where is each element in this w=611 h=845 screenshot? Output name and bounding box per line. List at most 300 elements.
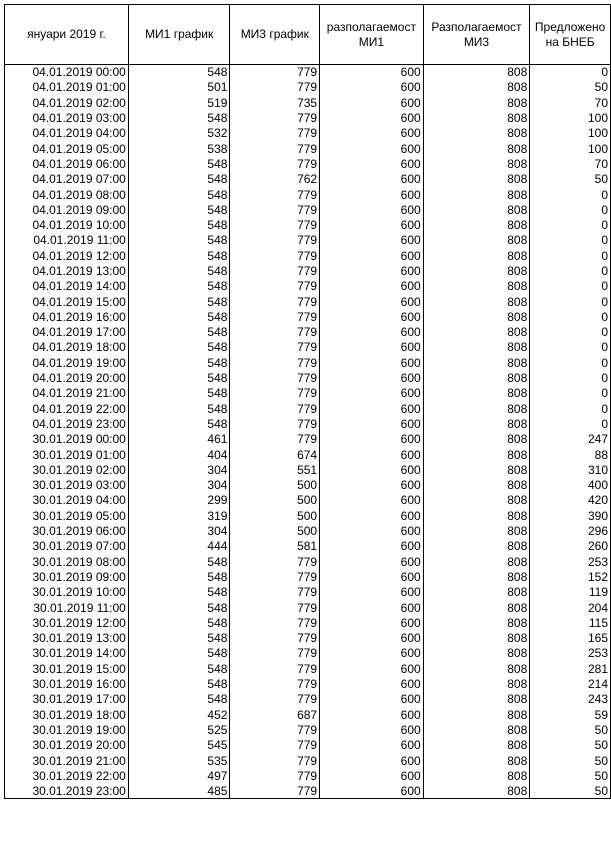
cell-mi1-schedule: 548 bbox=[128, 172, 230, 187]
table-row bbox=[5, 156, 611, 171]
table-row bbox=[5, 692, 611, 707]
table-row bbox=[5, 263, 611, 278]
table-row bbox=[5, 370, 611, 385]
cell-mi1-availability: 600 bbox=[320, 325, 424, 340]
cell-datetime: 30.01.2019 20:00 bbox=[5, 738, 129, 753]
cell-datetime: 04.01.2019 18:00 bbox=[5, 340, 129, 355]
cell-mi1-availability: 600 bbox=[320, 80, 424, 95]
cell-mi3-availability: 808 bbox=[423, 309, 530, 324]
cell-offered-ibex: 0 bbox=[530, 355, 611, 370]
cell-mi3-schedule: 779 bbox=[230, 615, 320, 630]
cell-mi3-schedule: 779 bbox=[230, 263, 320, 278]
cell-mi3-availability: 808 bbox=[423, 156, 530, 171]
cell-mi3-availability: 808 bbox=[423, 600, 530, 615]
header-mi1-schedule: МИ1 график bbox=[128, 5, 230, 65]
cell-mi1-availability: 600 bbox=[320, 722, 424, 737]
cell-offered-ibex: 88 bbox=[530, 447, 611, 462]
table-row bbox=[5, 294, 611, 309]
cell-mi1-schedule: 548 bbox=[128, 340, 230, 355]
cell-mi1-availability: 600 bbox=[320, 141, 424, 156]
cell-offered-ibex: 214 bbox=[530, 676, 611, 691]
cell-mi1-schedule: 548 bbox=[128, 615, 230, 630]
cell-mi3-schedule: 779 bbox=[230, 554, 320, 569]
cell-offered-ibex: 390 bbox=[530, 508, 611, 523]
cell-offered-ibex: 0 bbox=[530, 370, 611, 385]
cell-datetime: 30.01.2019 17:00 bbox=[5, 692, 129, 707]
cell-mi3-schedule: 779 bbox=[230, 585, 320, 600]
cell-mi3-schedule: 779 bbox=[230, 202, 320, 217]
cell-mi3-schedule: 779 bbox=[230, 416, 320, 431]
cell-offered-ibex: 0 bbox=[530, 279, 611, 294]
schedule-table bbox=[4, 4, 611, 799]
cell-mi3-schedule: 779 bbox=[230, 187, 320, 202]
cell-mi1-schedule: 548 bbox=[128, 217, 230, 232]
cell-mi1-schedule: 299 bbox=[128, 493, 230, 508]
cell-mi3-schedule: 779 bbox=[230, 141, 320, 156]
cell-mi1-schedule: 548 bbox=[128, 309, 230, 324]
table-row bbox=[5, 661, 611, 676]
cell-offered-ibex: 204 bbox=[530, 600, 611, 615]
cell-offered-ibex: 100 bbox=[530, 141, 611, 156]
table-row bbox=[5, 401, 611, 416]
cell-mi3-availability: 808 bbox=[423, 646, 530, 661]
cell-mi1-schedule: 304 bbox=[128, 478, 230, 493]
cell-mi3-availability: 808 bbox=[423, 172, 530, 187]
cell-mi1-availability: 600 bbox=[320, 263, 424, 278]
cell-datetime: 04.01.2019 03:00 bbox=[5, 110, 129, 125]
cell-mi3-availability: 808 bbox=[423, 325, 530, 340]
cell-mi3-availability: 808 bbox=[423, 783, 530, 798]
table-row bbox=[5, 279, 611, 294]
cell-mi1-availability: 600 bbox=[320, 340, 424, 355]
cell-datetime: 04.01.2019 00:00 bbox=[5, 65, 129, 80]
cell-offered-ibex: 50 bbox=[530, 172, 611, 187]
table-row bbox=[5, 95, 611, 110]
cell-offered-ibex: 253 bbox=[530, 646, 611, 661]
cell-mi3-schedule: 762 bbox=[230, 172, 320, 187]
cell-mi1-schedule: 548 bbox=[128, 156, 230, 171]
table-row bbox=[5, 110, 611, 125]
cell-offered-ibex: 0 bbox=[530, 340, 611, 355]
cell-offered-ibex: 0 bbox=[530, 263, 611, 278]
cell-mi1-availability: 600 bbox=[320, 569, 424, 584]
cell-mi3-schedule: 779 bbox=[230, 340, 320, 355]
cell-mi1-schedule: 548 bbox=[128, 110, 230, 125]
cell-mi1-availability: 600 bbox=[320, 738, 424, 753]
cell-mi3-availability: 808 bbox=[423, 630, 530, 645]
cell-mi1-availability: 600 bbox=[320, 783, 424, 798]
table-row bbox=[5, 722, 611, 737]
cell-mi1-availability: 600 bbox=[320, 95, 424, 110]
cell-datetime: 30.01.2019 07:00 bbox=[5, 539, 129, 554]
table-row bbox=[5, 172, 611, 187]
cell-offered-ibex: 0 bbox=[530, 233, 611, 248]
cell-mi1-availability: 600 bbox=[320, 156, 424, 171]
table-row bbox=[5, 615, 611, 630]
cell-mi3-schedule: 551 bbox=[230, 462, 320, 477]
table-row bbox=[5, 630, 611, 645]
table-row bbox=[5, 309, 611, 324]
cell-mi1-availability: 600 bbox=[320, 692, 424, 707]
cell-mi3-availability: 808 bbox=[423, 248, 530, 263]
cell-mi3-schedule: 779 bbox=[230, 783, 320, 798]
cell-datetime: 04.01.2019 20:00 bbox=[5, 370, 129, 385]
cell-mi1-availability: 600 bbox=[320, 432, 424, 447]
cell-mi1-availability: 600 bbox=[320, 202, 424, 217]
cell-mi1-schedule: 452 bbox=[128, 707, 230, 722]
cell-datetime: 04.01.2019 21:00 bbox=[5, 386, 129, 401]
cell-mi1-schedule: 548 bbox=[128, 202, 230, 217]
cell-mi1-availability: 600 bbox=[320, 416, 424, 431]
cell-mi1-schedule: 548 bbox=[128, 600, 230, 615]
table-row bbox=[5, 80, 611, 95]
cell-offered-ibex: 50 bbox=[530, 753, 611, 768]
cell-mi1-availability: 600 bbox=[320, 386, 424, 401]
cell-datetime: 30.01.2019 22:00 bbox=[5, 768, 129, 783]
table-row bbox=[5, 646, 611, 661]
table-header bbox=[5, 5, 611, 65]
cell-mi1-schedule: 535 bbox=[128, 753, 230, 768]
cell-mi1-schedule: 548 bbox=[128, 401, 230, 416]
cell-datetime: 04.01.2019 02:00 bbox=[5, 95, 129, 110]
cell-mi3-availability: 808 bbox=[423, 416, 530, 431]
cell-datetime: 30.01.2019 23:00 bbox=[5, 783, 129, 798]
cell-datetime: 04.01.2019 11:00 bbox=[5, 233, 129, 248]
cell-mi3-availability: 808 bbox=[423, 478, 530, 493]
cell-mi1-availability: 600 bbox=[320, 187, 424, 202]
cell-datetime: 04.01.2019 13:00 bbox=[5, 263, 129, 278]
header-row bbox=[5, 5, 611, 65]
cell-mi3-schedule: 500 bbox=[230, 508, 320, 523]
cell-mi1-availability: 600 bbox=[320, 233, 424, 248]
cell-mi1-availability: 600 bbox=[320, 294, 424, 309]
cell-offered-ibex: 50 bbox=[530, 783, 611, 798]
cell-mi3-schedule: 779 bbox=[230, 126, 320, 141]
cell-datetime: 30.01.2019 02:00 bbox=[5, 462, 129, 477]
cell-mi3-schedule: 779 bbox=[230, 370, 320, 385]
cell-offered-ibex: 50 bbox=[530, 738, 611, 753]
cell-mi1-schedule: 497 bbox=[128, 768, 230, 783]
cell-mi3-availability: 808 bbox=[423, 676, 530, 691]
cell-mi1-availability: 600 bbox=[320, 600, 424, 615]
cell-mi3-schedule: 500 bbox=[230, 493, 320, 508]
cell-mi3-availability: 808 bbox=[423, 585, 530, 600]
cell-offered-ibex: 0 bbox=[530, 309, 611, 324]
table-row bbox=[5, 432, 611, 447]
cell-datetime: 30.01.2019 15:00 bbox=[5, 661, 129, 676]
cell-mi3-availability: 808 bbox=[423, 233, 530, 248]
cell-datetime: 04.01.2019 10:00 bbox=[5, 217, 129, 232]
cell-datetime: 30.01.2019 10:00 bbox=[5, 585, 129, 600]
cell-offered-ibex: 50 bbox=[530, 80, 611, 95]
cell-mi3-schedule: 779 bbox=[230, 233, 320, 248]
cell-mi3-availability: 808 bbox=[423, 661, 530, 676]
cell-mi1-availability: 600 bbox=[320, 585, 424, 600]
cell-datetime: 30.01.2019 09:00 bbox=[5, 569, 129, 584]
cell-mi1-availability: 600 bbox=[320, 493, 424, 508]
table-row bbox=[5, 676, 611, 691]
cell-datetime: 04.01.2019 15:00 bbox=[5, 294, 129, 309]
cell-mi1-availability: 600 bbox=[320, 615, 424, 630]
cell-mi1-availability: 600 bbox=[320, 768, 424, 783]
cell-mi1-schedule: 548 bbox=[128, 355, 230, 370]
cell-datetime: 30.01.2019 00:00 bbox=[5, 432, 129, 447]
cell-mi3-schedule: 779 bbox=[230, 630, 320, 645]
cell-mi3-availability: 808 bbox=[423, 722, 530, 737]
table-row bbox=[5, 508, 611, 523]
cell-offered-ibex: 152 bbox=[530, 569, 611, 584]
cell-mi3-availability: 808 bbox=[423, 202, 530, 217]
cell-mi3-availability: 808 bbox=[423, 340, 530, 355]
cell-mi3-availability: 808 bbox=[423, 493, 530, 508]
cell-offered-ibex: 0 bbox=[530, 248, 611, 263]
cell-mi3-schedule: 779 bbox=[230, 646, 320, 661]
cell-mi3-schedule: 779 bbox=[230, 386, 320, 401]
cell-mi1-availability: 600 bbox=[320, 370, 424, 385]
cell-mi3-schedule: 779 bbox=[230, 279, 320, 294]
cell-mi1-availability: 600 bbox=[320, 661, 424, 676]
cell-datetime: 30.01.2019 12:00 bbox=[5, 615, 129, 630]
cell-mi1-availability: 600 bbox=[320, 447, 424, 462]
cell-mi3-availability: 808 bbox=[423, 554, 530, 569]
cell-mi3-availability: 808 bbox=[423, 692, 530, 707]
cell-mi1-schedule: 532 bbox=[128, 126, 230, 141]
table-row bbox=[5, 233, 611, 248]
cell-mi3-availability: 808 bbox=[423, 447, 530, 462]
cell-datetime: 30.01.2019 14:00 bbox=[5, 646, 129, 661]
cell-mi1-schedule: 404 bbox=[128, 447, 230, 462]
cell-offered-ibex: 260 bbox=[530, 539, 611, 554]
cell-mi1-availability: 600 bbox=[320, 523, 424, 538]
cell-offered-ibex: 420 bbox=[530, 493, 611, 508]
table-row bbox=[5, 386, 611, 401]
cell-offered-ibex: 119 bbox=[530, 585, 611, 600]
cell-mi3-schedule: 779 bbox=[230, 692, 320, 707]
cell-mi1-availability: 600 bbox=[320, 309, 424, 324]
cell-mi3-schedule: 779 bbox=[230, 738, 320, 753]
cell-mi1-schedule: 548 bbox=[128, 646, 230, 661]
cell-datetime: 04.01.2019 19:00 bbox=[5, 355, 129, 370]
cell-mi3-availability: 808 bbox=[423, 386, 530, 401]
cell-offered-ibex: 100 bbox=[530, 110, 611, 125]
header-mi3-schedule: МИ3 график bbox=[230, 5, 320, 65]
table-row bbox=[5, 340, 611, 355]
cell-mi1-availability: 600 bbox=[320, 279, 424, 294]
cell-offered-ibex: 0 bbox=[530, 401, 611, 416]
table-row bbox=[5, 416, 611, 431]
cell-mi3-availability: 808 bbox=[423, 110, 530, 125]
cell-datetime: 04.01.2019 08:00 bbox=[5, 187, 129, 202]
cell-offered-ibex: 165 bbox=[530, 630, 611, 645]
cell-mi1-availability: 600 bbox=[320, 478, 424, 493]
cell-mi3-availability: 808 bbox=[423, 65, 530, 80]
cell-mi3-schedule: 779 bbox=[230, 401, 320, 416]
cell-offered-ibex: 296 bbox=[530, 523, 611, 538]
table-row bbox=[5, 768, 611, 783]
cell-datetime: 30.01.2019 19:00 bbox=[5, 722, 129, 737]
table-row bbox=[5, 783, 611, 798]
cell-mi1-schedule: 548 bbox=[128, 554, 230, 569]
cell-datetime: 30.01.2019 21:00 bbox=[5, 753, 129, 768]
cell-mi1-schedule: 444 bbox=[128, 539, 230, 554]
cell-mi1-schedule: 548 bbox=[128, 416, 230, 431]
cell-mi1-availability: 600 bbox=[320, 248, 424, 263]
table-row bbox=[5, 355, 611, 370]
cell-offered-ibex: 115 bbox=[530, 615, 611, 630]
cell-mi1-availability: 600 bbox=[320, 707, 424, 722]
table-row bbox=[5, 202, 611, 217]
table-row bbox=[5, 478, 611, 493]
cell-mi1-schedule: 548 bbox=[128, 294, 230, 309]
cell-mi1-schedule: 461 bbox=[128, 432, 230, 447]
cell-mi3-schedule: 500 bbox=[230, 478, 320, 493]
cell-offered-ibex: 310 bbox=[530, 462, 611, 477]
cell-mi1-schedule: 319 bbox=[128, 508, 230, 523]
cell-mi3-availability: 808 bbox=[423, 707, 530, 722]
cell-mi1-schedule: 548 bbox=[128, 248, 230, 263]
cell-mi3-schedule: 581 bbox=[230, 539, 320, 554]
cell-mi3-schedule: 779 bbox=[230, 768, 320, 783]
cell-mi1-schedule: 485 bbox=[128, 783, 230, 798]
table-body bbox=[5, 65, 611, 799]
table-row bbox=[5, 523, 611, 538]
cell-datetime: 30.01.2019 03:00 bbox=[5, 478, 129, 493]
cell-mi3-schedule: 779 bbox=[230, 753, 320, 768]
cell-mi1-schedule: 548 bbox=[128, 187, 230, 202]
cell-mi1-schedule: 548 bbox=[128, 692, 230, 707]
cell-mi3-schedule: 687 bbox=[230, 707, 320, 722]
cell-offered-ibex: 0 bbox=[530, 416, 611, 431]
cell-offered-ibex: 0 bbox=[530, 187, 611, 202]
cell-offered-ibex: 253 bbox=[530, 554, 611, 569]
cell-mi3-availability: 808 bbox=[423, 432, 530, 447]
cell-mi3-schedule: 779 bbox=[230, 676, 320, 691]
table-row bbox=[5, 493, 611, 508]
cell-mi1-schedule: 548 bbox=[128, 233, 230, 248]
cell-mi3-availability: 808 bbox=[423, 615, 530, 630]
cell-offered-ibex: 50 bbox=[530, 722, 611, 737]
cell-mi1-schedule: 548 bbox=[128, 585, 230, 600]
cell-offered-ibex: 0 bbox=[530, 217, 611, 232]
cell-mi1-schedule: 304 bbox=[128, 523, 230, 538]
cell-mi3-availability: 808 bbox=[423, 508, 530, 523]
cell-mi3-availability: 808 bbox=[423, 753, 530, 768]
cell-mi3-availability: 808 bbox=[423, 738, 530, 753]
cell-mi3-availability: 808 bbox=[423, 523, 530, 538]
cell-mi3-availability: 808 bbox=[423, 263, 530, 278]
table-row bbox=[5, 585, 611, 600]
table-row bbox=[5, 447, 611, 462]
cell-offered-ibex: 0 bbox=[530, 325, 611, 340]
cell-mi1-schedule: 548 bbox=[128, 386, 230, 401]
cell-mi3-schedule: 779 bbox=[230, 569, 320, 584]
cell-offered-ibex: 0 bbox=[530, 294, 611, 309]
cell-datetime: 04.01.2019 23:00 bbox=[5, 416, 129, 431]
cell-mi3-schedule: 779 bbox=[230, 722, 320, 737]
table-row bbox=[5, 753, 611, 768]
cell-mi3-schedule: 779 bbox=[230, 156, 320, 171]
cell-mi3-schedule: 779 bbox=[230, 110, 320, 125]
cell-mi1-schedule: 548 bbox=[128, 676, 230, 691]
table-row bbox=[5, 325, 611, 340]
cell-mi3-availability: 808 bbox=[423, 187, 530, 202]
cell-mi3-availability: 808 bbox=[423, 126, 530, 141]
cell-offered-ibex: 0 bbox=[530, 65, 611, 80]
cell-mi1-schedule: 548 bbox=[128, 370, 230, 385]
cell-datetime: 04.01.2019 05:00 bbox=[5, 141, 129, 156]
cell-mi3-schedule: 779 bbox=[230, 65, 320, 80]
cell-mi3-availability: 808 bbox=[423, 539, 530, 554]
table-row bbox=[5, 187, 611, 202]
cell-mi1-availability: 600 bbox=[320, 126, 424, 141]
cell-mi3-schedule: 674 bbox=[230, 447, 320, 462]
cell-datetime: 04.01.2019 01:00 bbox=[5, 80, 129, 95]
table-row bbox=[5, 462, 611, 477]
cell-datetime: 04.01.2019 09:00 bbox=[5, 202, 129, 217]
cell-mi1-availability: 600 bbox=[320, 508, 424, 523]
cell-mi1-availability: 600 bbox=[320, 217, 424, 232]
cell-mi1-schedule: 548 bbox=[128, 630, 230, 645]
cell-datetime: 30.01.2019 11:00 bbox=[5, 600, 129, 615]
cell-mi1-schedule: 548 bbox=[128, 279, 230, 294]
cell-datetime: 30.01.2019 04:00 bbox=[5, 493, 129, 508]
cell-offered-ibex: 281 bbox=[530, 661, 611, 676]
cell-mi3-availability: 808 bbox=[423, 141, 530, 156]
cell-mi1-availability: 600 bbox=[320, 676, 424, 691]
cell-mi1-availability: 600 bbox=[320, 539, 424, 554]
cell-datetime: 04.01.2019 17:00 bbox=[5, 325, 129, 340]
cell-mi1-availability: 600 bbox=[320, 172, 424, 187]
cell-mi1-schedule: 538 bbox=[128, 141, 230, 156]
cell-mi3-availability: 808 bbox=[423, 401, 530, 416]
cell-datetime: 04.01.2019 06:00 bbox=[5, 156, 129, 171]
cell-datetime: 30.01.2019 06:00 bbox=[5, 523, 129, 538]
cell-mi3-availability: 808 bbox=[423, 370, 530, 385]
cell-mi1-availability: 600 bbox=[320, 646, 424, 661]
cell-mi3-schedule: 779 bbox=[230, 80, 320, 95]
table-row bbox=[5, 248, 611, 263]
cell-mi1-schedule: 525 bbox=[128, 722, 230, 737]
cell-datetime: 30.01.2019 05:00 bbox=[5, 508, 129, 523]
cell-mi3-schedule: 779 bbox=[230, 309, 320, 324]
cell-mi3-schedule: 779 bbox=[230, 600, 320, 615]
table-row bbox=[5, 217, 611, 232]
cell-mi3-availability: 808 bbox=[423, 768, 530, 783]
cell-offered-ibex: 400 bbox=[530, 478, 611, 493]
cell-offered-ibex: 59 bbox=[530, 707, 611, 722]
table-row bbox=[5, 554, 611, 569]
cell-mi3-availability: 808 bbox=[423, 294, 530, 309]
cell-mi1-schedule: 548 bbox=[128, 263, 230, 278]
cell-mi1-schedule: 501 bbox=[128, 80, 230, 95]
cell-mi3-availability: 808 bbox=[423, 569, 530, 584]
cell-mi1-schedule: 548 bbox=[128, 325, 230, 340]
cell-mi3-availability: 808 bbox=[423, 217, 530, 232]
cell-datetime: 04.01.2019 12:00 bbox=[5, 248, 129, 263]
cell-datetime: 04.01.2019 04:00 bbox=[5, 126, 129, 141]
table-row bbox=[5, 569, 611, 584]
table-row bbox=[5, 65, 611, 80]
cell-mi1-schedule: 545 bbox=[128, 738, 230, 753]
header-date: януари 2019 г. bbox=[5, 5, 129, 65]
cell-datetime: 30.01.2019 08:00 bbox=[5, 554, 129, 569]
cell-datetime: 30.01.2019 13:00 bbox=[5, 630, 129, 645]
cell-datetime: 04.01.2019 07:00 bbox=[5, 172, 129, 187]
cell-mi3-availability: 808 bbox=[423, 95, 530, 110]
cell-mi3-availability: 808 bbox=[423, 80, 530, 95]
cell-mi3-availability: 808 bbox=[423, 279, 530, 294]
cell-datetime: 04.01.2019 22:00 bbox=[5, 401, 129, 416]
